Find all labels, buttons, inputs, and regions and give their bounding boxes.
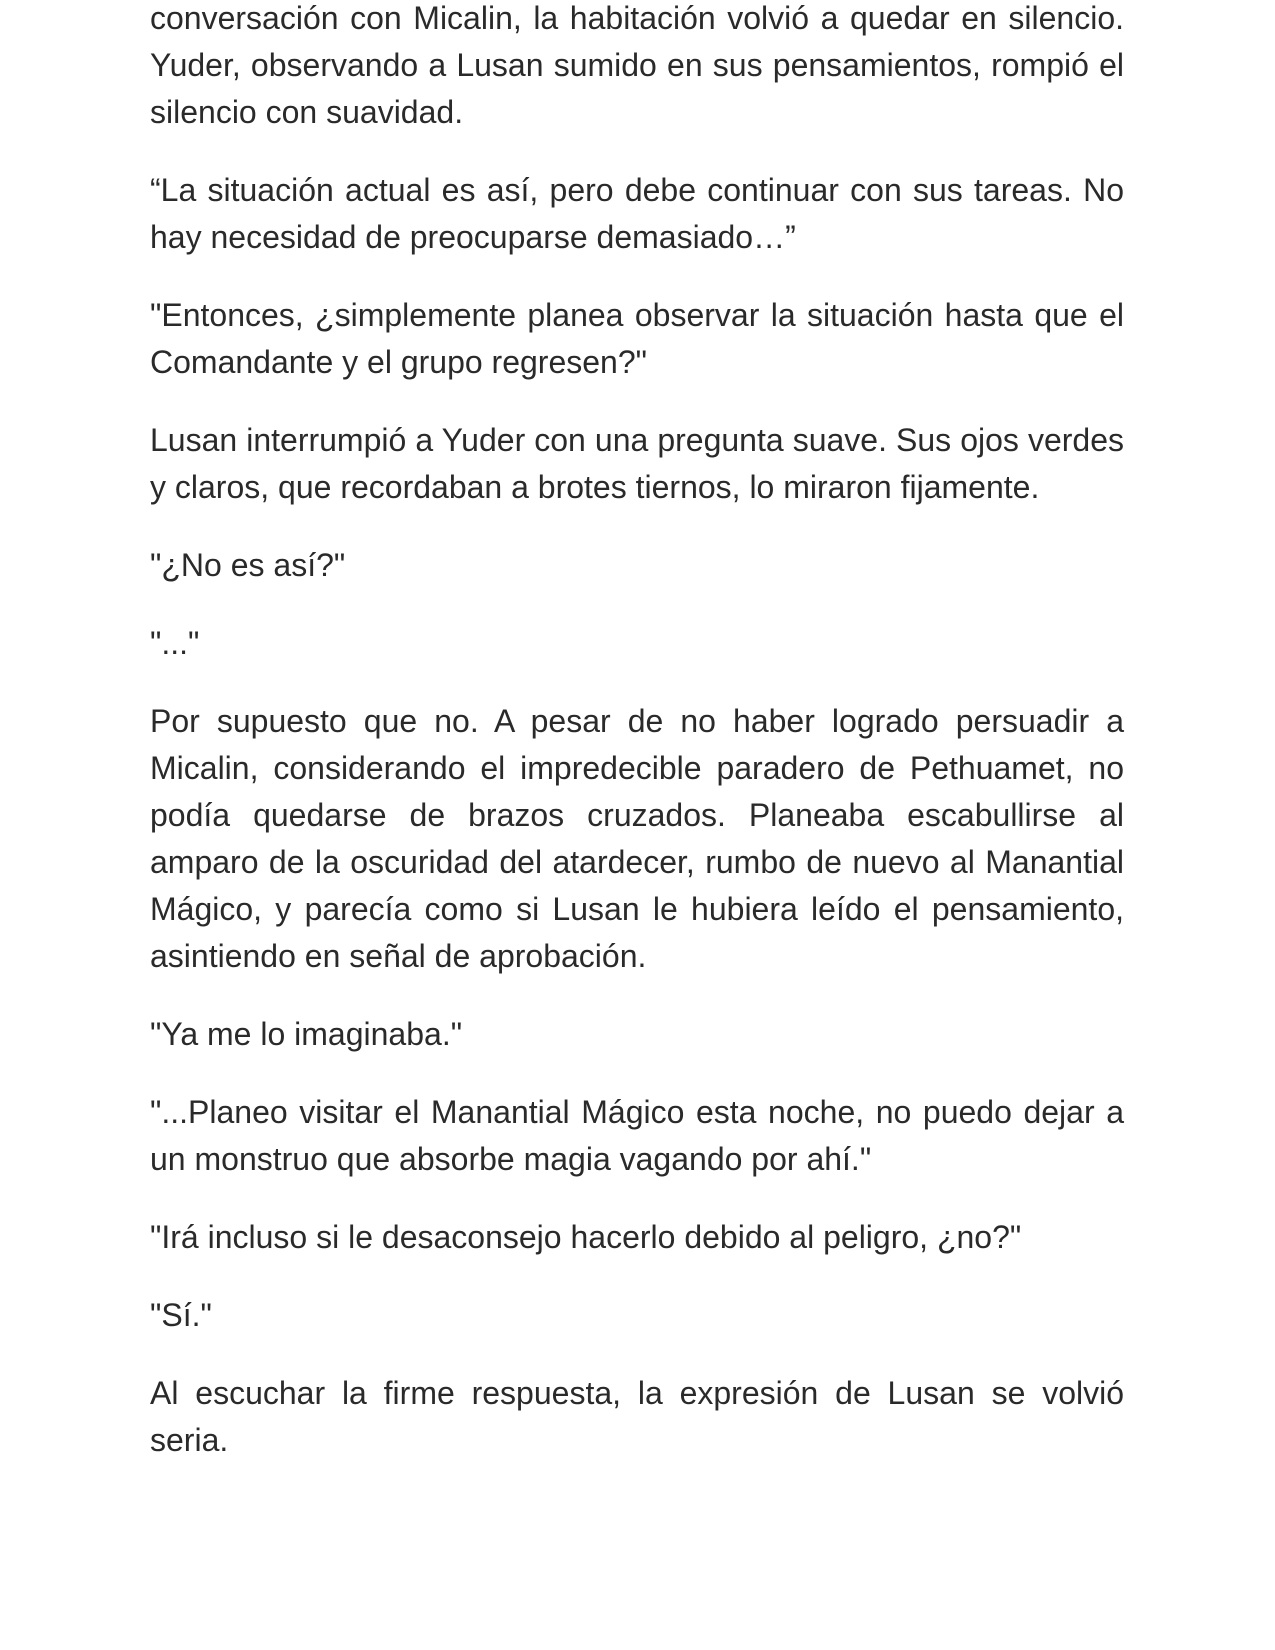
paragraph-1: conversación con Micalin, la habitación volvió a quedar en silencio. Yuder, observando a Lusan sumido en sus pensamientos, rompió el silencio con suavidad. — [150, 0, 1124, 130]
paragraph-10: "Irá incluso si le desaconsejo hacerlo debido al peligro, ¿no?" — [150, 1219, 1022, 1255]
paragraph-6: "..." — [150, 625, 200, 661]
paragraph-8: "Ya me lo imaginaba." — [150, 1016, 463, 1052]
paragraph-5: "¿No es así?" — [150, 547, 346, 583]
document-page — [150, 0, 1124, 1495]
paragraph-12: Al escuchar la firme respuesta, la expresión de Lusan se volvió seria. — [150, 1375, 1124, 1458]
paragraph-7: Por supuesto que no. A pesar de no haber logrado persuadir a Micalin, considerando el impredecible paradero de Pethuamet, no podía quedarse de brazos cruzados. Planeaba escabullirse al amparo de la oscuridad del atardecer, rumbo de nuevo al Manantial Mágico, y parecía como si Lusan le hubiera leído el pensamiento, asintiendo en señal de aprobación. — [150, 703, 1124, 974]
paragraph-11: "Sí." — [150, 1297, 212, 1333]
paragraph-9: "...Planeo visitar el Manantial Mágico esta noche, no puedo dejar a un monstruo que absorbe magia vagando por ahí." — [150, 1094, 1124, 1177]
paragraph-2: “La situación actual es así, pero debe continuar con sus tareas. No hay necesidad de preocuparse demasiado…” — [150, 172, 1124, 255]
paragraph-4: Lusan interrumpió a Yuder con una pregunta suave. Sus ojos verdes y claros, que recordaban a brotes tiernos, lo miraron fijamente. — [150, 422, 1124, 505]
paragraph-3: "Entonces, ¿simplemente planea observar la situación hasta que el Comandante y el grupo regresen?" — [150, 297, 1124, 380]
